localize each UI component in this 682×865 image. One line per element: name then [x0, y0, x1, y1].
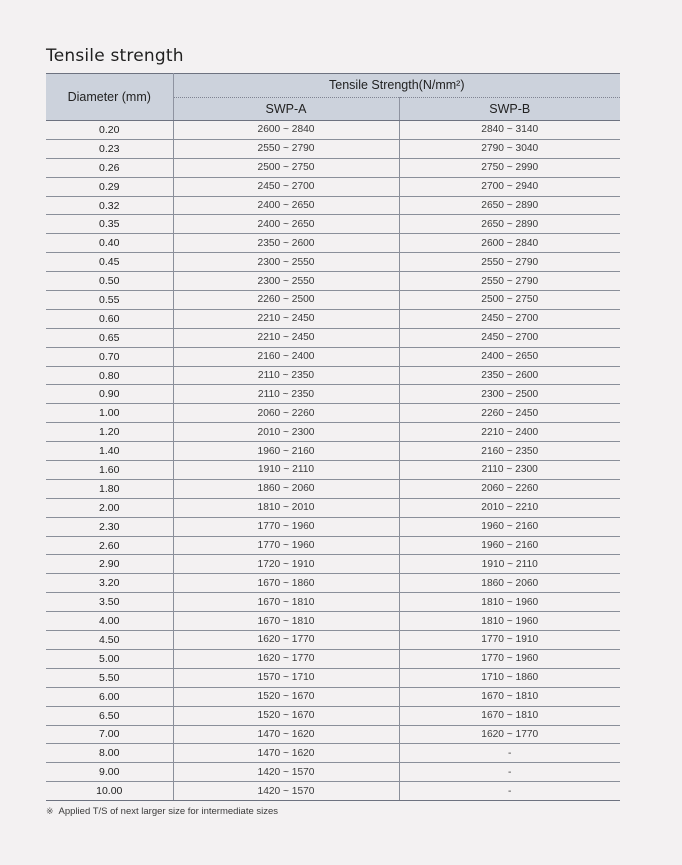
swp-a-cell: 1770 ~ 1960: [173, 517, 399, 536]
table-row: [46, 347, 620, 366]
table-row: [46, 253, 620, 272]
swp-a-cell: 2160 ~ 2400: [173, 347, 399, 366]
swp-b-cell: 2300 ~ 2500: [399, 385, 620, 404]
table-row: [46, 687, 620, 706]
table-row: [46, 782, 620, 801]
swp-b-cell: 2700 ~ 2940: [399, 177, 620, 196]
diameter-cell: 1.60: [46, 461, 173, 480]
swp-b-cell: 1960 ~ 2160: [399, 536, 620, 555]
swp-a-column-header: SWP-A: [173, 97, 399, 121]
table-row: [46, 725, 620, 744]
swp-a-cell: 2260 ~ 2500: [173, 291, 399, 310]
diameter-cell: 0.35: [46, 215, 173, 234]
swp-a-cell: 1520 ~ 1670: [173, 687, 399, 706]
swp-a-cell: 1720 ~ 1910: [173, 555, 399, 574]
diameter-cell: 0.20: [46, 121, 173, 140]
swp-b-cell: 1810 ~ 1960: [399, 612, 620, 631]
swp-b-cell: 2260 ~ 2450: [399, 404, 620, 423]
swp-b-cell: 1860 ~ 2060: [399, 574, 620, 593]
swp-a-cell: 1420 ~ 1570: [173, 763, 399, 782]
diameter-cell: 2.30: [46, 517, 173, 536]
swp-a-cell: 2450 ~ 2700: [173, 177, 399, 196]
footnote-mark: ※: [46, 806, 54, 816]
table-row: [46, 385, 620, 404]
table-row: [46, 366, 620, 385]
diameter-cell: 6.00: [46, 687, 173, 706]
swp-b-cell: 2350 ~ 2600: [399, 366, 620, 385]
table-row: [46, 649, 620, 668]
swp-b-cell: 2160 ~ 2350: [399, 442, 620, 461]
diameter-cell: 0.40: [46, 234, 173, 253]
tensile-strength-table-wrapper: [46, 73, 620, 801]
swp-b-cell: 1670 ~ 1810: [399, 687, 620, 706]
swp-b-cell: 2450 ~ 2700: [399, 309, 620, 328]
swp-a-cell: 2110 ~ 2350: [173, 385, 399, 404]
table-row: [46, 479, 620, 498]
table-row: [46, 196, 620, 215]
swp-a-cell: 2110 ~ 2350: [173, 366, 399, 385]
footnote: [46, 806, 278, 817]
diameter-cell: 5.00: [46, 649, 173, 668]
swp-a-cell: 1570 ~ 1710: [173, 668, 399, 687]
swp-a-cell: 1670 ~ 1860: [173, 574, 399, 593]
swp-b-cell: 2110 ~ 2300: [399, 461, 620, 480]
swp-b-cell: 1710 ~ 1860: [399, 668, 620, 687]
swp-a-cell: 2600 ~ 2840: [173, 121, 399, 140]
diameter-cell: 0.45: [46, 253, 173, 272]
diameter-cell: 0.60: [46, 309, 173, 328]
swp-a-cell: 1960 ~ 2160: [173, 442, 399, 461]
swp-a-cell: 1910 ~ 2110: [173, 461, 399, 480]
table-row: [46, 461, 620, 480]
swp-a-cell: 1470 ~ 1620: [173, 725, 399, 744]
swp-b-cell: 2060 ~ 2260: [399, 479, 620, 498]
diameter-cell: 4.50: [46, 631, 173, 650]
diameter-cell: 1.40: [46, 442, 173, 461]
swp-a-cell: 1670 ~ 1810: [173, 593, 399, 612]
diameter-cell: 1.00: [46, 404, 173, 423]
diameter-cell: 0.32: [46, 196, 173, 215]
table-row: [46, 139, 620, 158]
table-row: [46, 158, 620, 177]
diameter-cell: 0.80: [46, 366, 173, 385]
diameter-cell: 0.65: [46, 328, 173, 347]
swp-b-column-header: SWP-B: [399, 97, 620, 121]
table-row: [46, 177, 620, 196]
diameter-cell: 0.29: [46, 177, 173, 196]
table-row: [46, 593, 620, 612]
table-row: [46, 328, 620, 347]
section-title: Tensile strength: [46, 46, 184, 66]
swp-b-cell: 2010 ~ 2210: [399, 498, 620, 517]
diameter-cell: 0.70: [46, 347, 173, 366]
table-row: [46, 442, 620, 461]
diameter-column-header: Diameter (mm): [46, 74, 173, 121]
swp-b-cell: 2650 ~ 2890: [399, 196, 620, 215]
swp-b-cell: 2450 ~ 2700: [399, 328, 620, 347]
swp-a-cell: 1810 ~ 2010: [173, 498, 399, 517]
swp-b-cell: 2210 ~ 2400: [399, 423, 620, 442]
swp-a-cell: 2500 ~ 2750: [173, 158, 399, 177]
swp-b-cell: 2650 ~ 2890: [399, 215, 620, 234]
swp-a-cell: 1420 ~ 1570: [173, 782, 399, 801]
swp-b-cell: 1770 ~ 1960: [399, 649, 620, 668]
swp-b-cell: 2600 ~ 2840: [399, 234, 620, 253]
swp-b-cell: 2500 ~ 2750: [399, 291, 620, 310]
table-row: [46, 215, 620, 234]
footnote-text: Applied T/S of next larger size for intermediate sizes: [58, 806, 279, 817]
swp-a-cell: 2210 ~ 2450: [173, 309, 399, 328]
table-row: [46, 763, 620, 782]
swp-b-cell: 2550 ~ 2790: [399, 253, 620, 272]
diameter-cell: 2.60: [46, 536, 173, 555]
swp-b-cell: 1960 ~ 2160: [399, 517, 620, 536]
swp-b-cell: 2790 ~ 3040: [399, 139, 620, 158]
swp-b-cell: 2840 ~ 3140: [399, 121, 620, 140]
table-row: [46, 498, 620, 517]
swp-a-cell: 2300 ~ 2550: [173, 272, 399, 291]
diameter-cell: 7.00: [46, 725, 173, 744]
swp-a-cell: 1770 ~ 1960: [173, 536, 399, 555]
table-row: [46, 536, 620, 555]
swp-a-cell: 1620 ~ 1770: [173, 649, 399, 668]
diameter-cell: 0.90: [46, 385, 173, 404]
swp-a-cell: 2400 ~ 2650: [173, 215, 399, 234]
swp-b-cell: 1670 ~ 1810: [399, 706, 620, 725]
diameter-cell: 2.00: [46, 498, 173, 517]
swp-a-cell: 2010 ~ 2300: [173, 423, 399, 442]
swp-b-cell: 2400 ~ 2650: [399, 347, 620, 366]
swp-a-cell: 2210 ~ 2450: [173, 328, 399, 347]
table-row: [46, 631, 620, 650]
diameter-cell: 3.50: [46, 593, 173, 612]
table-header: [46, 74, 620, 121]
table-row: [46, 706, 620, 725]
table-row: [46, 234, 620, 253]
swp-a-cell: 2060 ~ 2260: [173, 404, 399, 423]
diameter-cell: 8.00: [46, 744, 173, 763]
diameter-cell: 0.23: [46, 139, 173, 158]
table-row: [46, 309, 620, 328]
swp-b-cell: 1810 ~ 1960: [399, 593, 620, 612]
table-row: [46, 517, 620, 536]
swp-a-cell: 2550 ~ 2790: [173, 139, 399, 158]
diameter-cell: 3.20: [46, 574, 173, 593]
table-row: [46, 612, 620, 631]
diameter-cell: 2.90: [46, 555, 173, 574]
swp-a-cell: 2400 ~ 2650: [173, 196, 399, 215]
swp-a-cell: 1670 ~ 1810: [173, 612, 399, 631]
diameter-cell: 0.55: [46, 291, 173, 310]
diameter-cell: 9.00: [46, 763, 173, 782]
swp-b-cell: 2550 ~ 2790: [399, 272, 620, 291]
table-row: [46, 291, 620, 310]
tensile-strength-table: [46, 73, 620, 801]
diameter-cell: 1.80: [46, 479, 173, 498]
swp-b-cell: 1910 ~ 2110: [399, 555, 620, 574]
diameter-cell: 4.00: [46, 612, 173, 631]
swp-a-cell: 2350 ~ 2600: [173, 234, 399, 253]
diameter-cell: 6.50: [46, 706, 173, 725]
swp-b-cell: 1770 ~ 1910: [399, 631, 620, 650]
swp-a-cell: 2300 ~ 2550: [173, 253, 399, 272]
diameter-cell: 10.00: [46, 782, 173, 801]
diameter-cell: 5.50: [46, 668, 173, 687]
swp-b-cell: -: [399, 744, 620, 763]
diameter-cell: 0.50: [46, 272, 173, 291]
swp-b-cell: 1620 ~ 1770: [399, 725, 620, 744]
swp-a-cell: 1520 ~ 1670: [173, 706, 399, 725]
swp-b-cell: -: [399, 782, 620, 801]
swp-a-cell: 1860 ~ 2060: [173, 479, 399, 498]
table-row: [46, 404, 620, 423]
table-row: [46, 744, 620, 763]
diameter-cell: 1.20: [46, 423, 173, 442]
table-row: [46, 121, 620, 140]
table-row: [46, 555, 620, 574]
table-row: [46, 668, 620, 687]
swp-b-cell: -: [399, 763, 620, 782]
table-row: [46, 574, 620, 593]
table-row: [46, 423, 620, 442]
table-body: [46, 121, 620, 801]
tensile-strength-group-header: Tensile Strength(N/mm²): [173, 74, 620, 98]
table-row: [46, 272, 620, 291]
diameter-cell: 0.26: [46, 158, 173, 177]
swp-a-cell: 1470 ~ 1620: [173, 744, 399, 763]
swp-b-cell: 2750 ~ 2990: [399, 158, 620, 177]
swp-a-cell: 1620 ~ 1770: [173, 631, 399, 650]
